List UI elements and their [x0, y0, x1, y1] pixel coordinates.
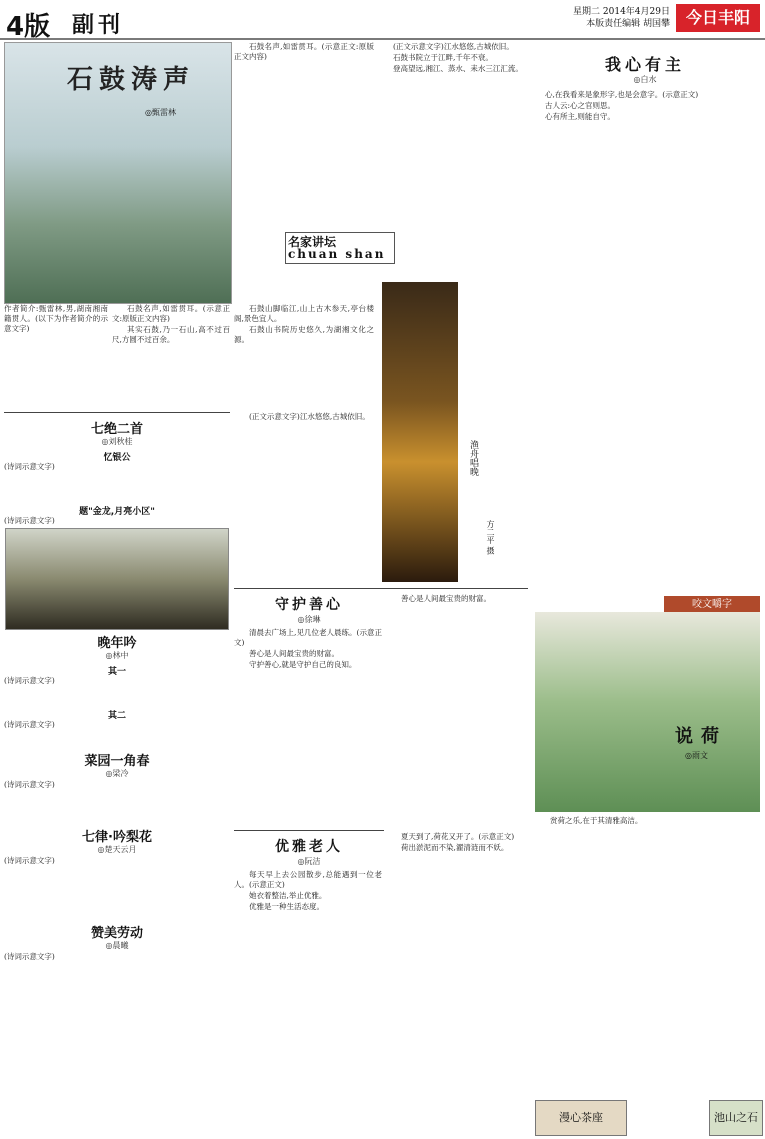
- section-title: 副刊: [72, 13, 125, 38]
- middle-body-2: [234, 412, 374, 582]
- poem-body-3b: (诗词示意文字): [4, 720, 55, 729]
- youxin-title: 我心有主: [604, 55, 685, 74]
- shigu-body-col2: [234, 304, 374, 408]
- shigu-para: 石鼓名声,如雷贯耳。(示意正文:原版正文内容): [234, 42, 374, 61]
- poem-author-2: ◎林中: [105, 651, 129, 660]
- photo-boat: [5, 528, 229, 630]
- youya-para: 每天早上去公园散步,总能遇到一位老人。(示意正文): [234, 870, 382, 889]
- youxin-author: ◎白水: [633, 75, 657, 84]
- photo-author: 方二平 摄: [486, 520, 495, 555]
- divider: [234, 830, 384, 831]
- photo-caption: 渔舟唱晚: [468, 440, 478, 476]
- youya-para: 她衣着整洁,举止优雅。: [249, 891, 327, 900]
- editor-text: 本版责任编辑 胡国攀: [586, 19, 670, 29]
- shouhu-para: 清晨去广场上,见几位老人晨练。(示意正文): [234, 628, 382, 647]
- column-logo-cn: 名家讲坛: [288, 235, 337, 249]
- divider: [4, 412, 230, 413]
- shuohe-para: 荷出淤泥而不染,濯清涟而不妖。: [401, 843, 509, 852]
- shigu-para: 石鼓山脚临江,山上古木参天,亭台楼阁,景色宜人。: [234, 304, 374, 323]
- poem-body-3: (诗词示意文字): [4, 676, 55, 685]
- column-tag-chishang: 池山之石: [709, 1100, 763, 1136]
- poem-body-2: (诗词示意文字): [4, 516, 55, 525]
- poem-body-5: (诗词示意文字): [4, 856, 55, 865]
- youxin-para: 心有所主,则能自守。: [545, 112, 615, 121]
- youya-title: 优雅老人: [275, 839, 343, 855]
- shouhu-body: [234, 628, 382, 828]
- middle-para: (正文示意文字)江水悠悠,古城依旧。: [249, 412, 370, 421]
- youxin-body: [530, 90, 760, 590]
- youxin-para: 心,在我看来是象形字,也是会意字。(示意正文): [545, 90, 699, 99]
- shigu-author: ◎甄雷林: [145, 108, 176, 117]
- shuohe-para: 赏荷之乐,在于其清雅高洁。: [550, 816, 643, 825]
- photo-river-sunset: [382, 282, 458, 582]
- poem-title-3: 菜园一角春: [84, 754, 150, 769]
- shuohe-author: ◎雨文: [685, 751, 708, 760]
- shigu-para: 其实石鼓,乃一石山,高不过百尺,方圆不过百余。: [112, 325, 230, 344]
- poem-author-3: ◎梁冷: [105, 769, 129, 778]
- middle-body: [378, 42, 526, 228]
- poem-title-5: 赞美劳动: [90, 926, 143, 941]
- youya-author: ◎阮洁: [297, 857, 321, 866]
- newspaper-logo: 今日丰阳: [676, 4, 760, 32]
- shuohe-title: 说荷: [675, 726, 727, 747]
- shigu-caption: 作者简介:甄雷林,男,湖南湘南籍贯人。(以下为作者简介的示意文字): [4, 304, 108, 333]
- poem-author-4: ◎楚天云月: [97, 845, 137, 854]
- shigu-para: 石鼓名声,如雷贯耳。(示意正文:原版正文内容): [112, 304, 230, 323]
- poem-title-4: 七律·吟梨花: [82, 830, 152, 845]
- column-tag-jiaopin: 咬文嚼字: [664, 596, 760, 614]
- shigu-photo: [4, 42, 232, 304]
- column-logo-en: chuan shan: [288, 247, 386, 261]
- shuohe-body-1: [386, 832, 528, 1092]
- poem-title-2: 晚年吟: [97, 636, 137, 651]
- shuohe-body-2: [535, 816, 760, 1096]
- shigu-para: 石鼓山书院历史悠久,为湖湘文化之源。: [234, 325, 374, 344]
- column-tag-manyi: 漫心茶座: [535, 1100, 627, 1136]
- shigu-title: 石鼓涛声: [67, 65, 196, 95]
- date-line: [550, 6, 670, 30]
- middle-para: 石鼓书院立于江畔,千年不衰。: [393, 53, 493, 62]
- middle-para: 登高望远,湘江、蒸水、耒水三江汇流。: [393, 64, 523, 73]
- poem-body-4: (诗词示意文字): [4, 780, 55, 789]
- photo-lotus: [535, 612, 760, 812]
- shouhu-para: 善心是人间最宝贵的财富。: [401, 594, 491, 603]
- youxin-para: 古人云:心之官则思。: [545, 101, 616, 110]
- youya-body: [234, 870, 382, 1132]
- poem-body-1: (诗词示意文字): [4, 462, 55, 471]
- poem-part-1: 其一: [107, 667, 126, 677]
- date-text: 星期二 2014年4月29日: [573, 7, 670, 17]
- shouhu-title: 守护善心: [275, 597, 343, 613]
- poem-sub-1: 忆银公: [103, 453, 131, 463]
- shouhu-para: 善心是人间最宝贵的财富。: [249, 649, 339, 658]
- middle-para: (正文示意文字)江水悠悠,古城依旧。: [393, 42, 514, 51]
- shouhu-body-2: [386, 594, 528, 828]
- shouhu-author: ◎徐琳: [297, 615, 321, 624]
- poem-sub-2: 题"金龙,月亮小区": [79, 507, 155, 517]
- shuohe-para: 夏天到了,荷花又开了。(示意正文): [401, 832, 515, 841]
- divider: [234, 588, 528, 589]
- poem-body-6: (诗词示意文字): [4, 952, 55, 961]
- shigu-body-col1: [112, 304, 230, 408]
- poem-author-1: ◎刘秋桂: [101, 437, 133, 446]
- poem-author-5: ◎晨曦: [105, 941, 129, 950]
- youya-para: 优雅是一种生活态度。: [249, 902, 324, 911]
- poem-title-1: 七绝二首: [90, 422, 143, 437]
- page-number: 4版: [6, 12, 51, 42]
- column-logo-chuanshan: [285, 232, 395, 264]
- shouhu-para: 守护善心,就是守护自己的良知。: [249, 660, 357, 669]
- poem-part-2: 其二: [107, 711, 126, 721]
